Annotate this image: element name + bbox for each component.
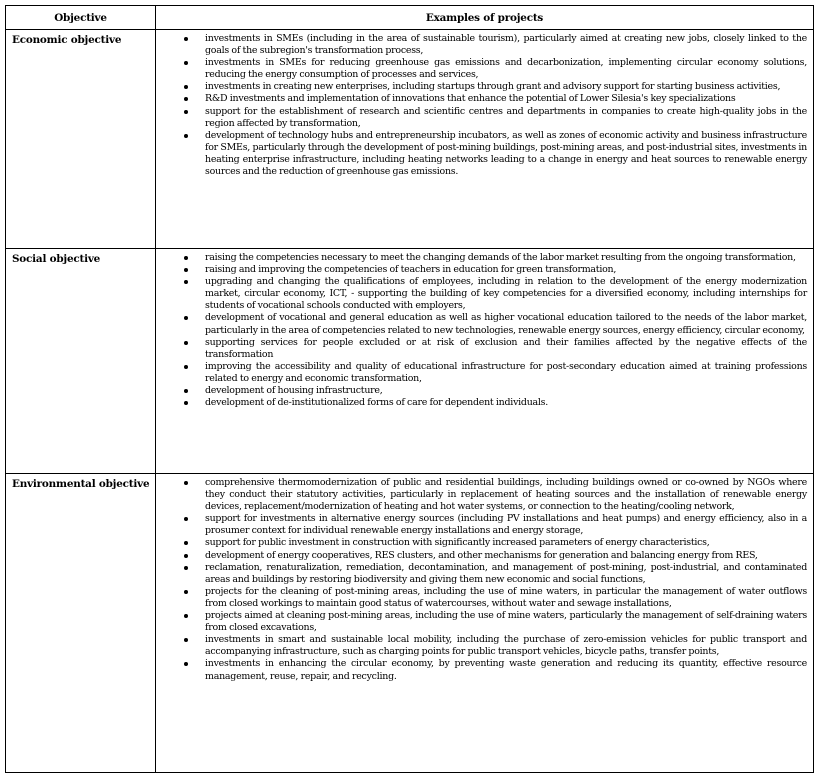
bullet-icon: [184, 268, 188, 272]
list-item: [156, 93, 807, 105]
project-text: investments in enhancing the circular economy, by preventing waste generation and reducing its quantity, effective resource management, reuse, repair, and recycling.: [205, 658, 807, 682]
table-row-environmental: [6, 474, 814, 773]
project-text: development of vocational and general education as well as higher vocational education tailored to the needs of the labor market, particularly in the area of competencies related to new technologies, renewable energy sources, energy efficiency, circular economy,: [205, 312, 807, 336]
project-text: development of housing infrastructure,: [205, 385, 383, 397]
column-header-objective: Objective: [6, 6, 156, 30]
bullet-icon: [184, 341, 188, 345]
objective-label: Economic objective: [6, 30, 156, 249]
bullet-icon: [184, 256, 188, 260]
bullet-icon: [184, 134, 188, 138]
objectives-table: [5, 5, 814, 773]
bullet-icon: [184, 662, 188, 666]
project-text: reclamation, renaturalization, remediation, decontamination, and management of post-mining, post-industrial, and contaminated areas and buildings by restoring biodiversity and giving them new economic and social functions,: [205, 561, 807, 585]
project-text: development of de-institutionalized forms of care for dependent individuals.: [205, 397, 549, 409]
project-text: support for the establishment of research and scientific centres and departments in companies to create high-quality jobs in the region affected by transformation,: [205, 105, 807, 129]
list-item: [156, 397, 807, 409]
bullet-icon: [184, 554, 188, 558]
bullet-icon: [184, 566, 188, 570]
list-item: [156, 276, 807, 312]
bullet-icon: [184, 97, 188, 101]
project-text: supporting services for people excluded or at risk of exclusion and their families affected by the negative effects of the transformation: [205, 336, 807, 360]
project-text: support for investments in alternative energy sources (including PV installations and heat pumps) and energy efficiency, also in a prosumer context for individual renewable energy installations and energy storage,: [205, 513, 807, 537]
bullet-icon: [184, 85, 188, 89]
project-text: upgrading and changing the qualifications of employees, including in relation to the development of the energy modernization market, circular economy, ICT, - supporting the building of key competencies for a diversified economy, including internships for students of vocational schools conducted with employers,: [205, 276, 807, 312]
project-text: R&D investments and implementation of innovations that enhance the potential of Lower Silesia's key specializations: [205, 93, 736, 105]
list-item: [156, 33, 807, 57]
examples-cell: [156, 249, 814, 474]
objective-label: Environmental objective: [6, 474, 156, 773]
bullet-icon: [184, 389, 188, 393]
list-item: [156, 264, 807, 276]
list-item: [156, 81, 807, 93]
bullet-icon: [184, 37, 188, 41]
table-header-row: [6, 6, 814, 30]
project-text: improving the accessibility and quality of educational infrastructure for post-secondary education aimed at training professions related to energy and economic transformation,: [205, 360, 807, 384]
list-item: [156, 562, 807, 586]
project-text: support for public investment in construction with significantly increased parameters of energy characteristics,: [205, 537, 710, 549]
table-row-economic: [6, 30, 814, 249]
list-item: [156, 513, 807, 537]
bullet-icon: [184, 401, 188, 405]
bullet-icon: [184, 517, 188, 521]
project-text: investments in smart and sustainable local mobility, including the purchase of zero-emission vehicles for public transport and accompanying infrastructure, such as charging points for public transport vehicles, bicycle paths, transfer points,: [205, 634, 807, 658]
bullet-icon: [184, 280, 188, 284]
list-item: [156, 361, 807, 385]
list-item: [156, 550, 807, 562]
table-row-social: [6, 249, 814, 474]
bullet-icon: [184, 541, 188, 545]
list-item: [156, 477, 807, 513]
list-item: [156, 634, 807, 658]
bullet-icon: [184, 638, 188, 642]
bullet-icon: [184, 110, 188, 114]
project-list: [156, 30, 813, 178]
bullet-icon: [184, 614, 188, 618]
project-list: [156, 474, 813, 683]
project-text: development of technology hubs and entrepreneurship incubators, as well as zones of economic activity and business infrastructure for SMEs, particularly through the development of post-mining buildings, post-mining areas, and post-industrial sites, investments in heating enterprise infrastructure, including heating networks leading to a change in energy and heat sources to renewable energy sources and the reduction of greenhouse gas emissions.: [205, 129, 807, 178]
project-text: raising the competencies necessary to meet the changing demands of the labor market resulting from the ongoing transformation,: [205, 252, 796, 263]
list-item: [156, 106, 807, 130]
list-item: [156, 57, 807, 81]
project-text: projects for the cleaning of post-mining areas, including the use of mine waters, in particular the management of water outflows from closed workings to maintain good status of watercourses, without water and sewage installations,: [205, 585, 807, 609]
bullet-icon: [184, 316, 188, 320]
list-item: [156, 130, 807, 178]
column-header-examples: Examples of projects: [156, 6, 814, 30]
project-text: investments in SMEs for reducing greenhouse gas emissions and decarbonization, implementing circular economy solutions, reducing the energy consumption of processes and services,: [205, 57, 807, 81]
list-item: [156, 312, 807, 336]
list-item: [156, 610, 807, 634]
examples-cell: [156, 474, 814, 773]
bullet-icon: [184, 365, 188, 369]
examples-cell: [156, 30, 814, 249]
objective-label: Social objective: [6, 249, 156, 474]
list-item: [156, 252, 807, 264]
list-item: [156, 337, 807, 361]
project-list: [156, 249, 813, 409]
project-text: development of energy cooperatives, RES clusters, and other mechanisms for generation and balancing energy from RES,: [205, 549, 758, 561]
project-text: comprehensive thermomodernization of public and residential buildings, including buildings owned or co-owned by NGOs where they conduct their statutory activities, particularly in replacement of heating sources and the installation of renewable energy devices, replacement/modernization of heating and hot water systems, or connection to the heating/cooling network,: [205, 477, 807, 513]
project-text: investments in SMEs (including in the area of sustainable tourism), particularly aimed at creating new jobs, closely linked to the goals of the subregion's transformation process,: [205, 33, 807, 57]
list-item: [156, 658, 807, 682]
project-text: investments in creating new enterprises, including startups through grant and advisory support for starting business activities,: [205, 81, 781, 93]
bullet-icon: [184, 481, 188, 485]
project-text: projects aimed at cleaning post-mining areas, including the use of mine waters, particularly the management of self-draining waters from closed excavations,: [205, 610, 807, 634]
list-item: [156, 385, 807, 397]
bullet-icon: [184, 61, 188, 65]
bullet-icon: [184, 590, 188, 594]
list-item: [156, 586, 807, 610]
project-text: raising and improving the competencies of teachers in education for green transformation,: [205, 264, 617, 276]
list-item: [156, 537, 807, 549]
